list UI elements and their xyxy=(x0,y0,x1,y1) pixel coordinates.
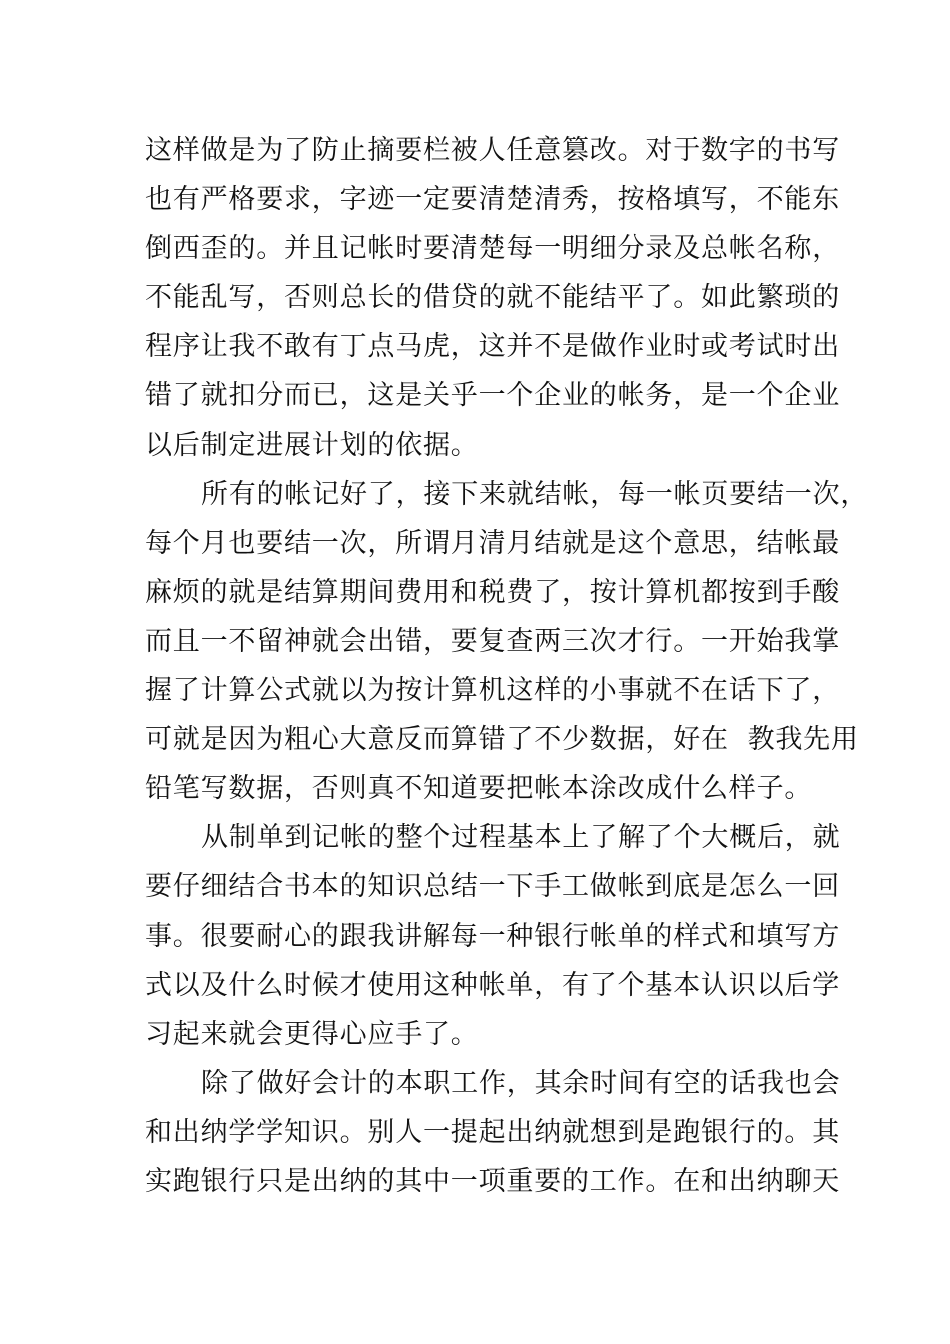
paragraph xyxy=(145,1059,841,1206)
text-line: 倒西歪的。并且记帐时要清楚每一明细分录及总帐名称， xyxy=(145,233,840,265)
text-line: 和出纳学学知识。别人一提起出纳就想到是跑银行的。其 xyxy=(145,1116,840,1148)
text-line: 错了就扣分而已，这是关乎一个企业的帐务，是一个企业 xyxy=(145,380,840,412)
text-line: 这样做是为了防止摘要栏被人任意篡改。对于数字的书写 xyxy=(145,135,840,166)
text-line: 事。很要耐心的跟我讲解每一种银行帐单的样式和填写方 xyxy=(145,920,840,952)
text-line: 麻烦的就是结算期间费用和税费了，按计算机都按到手酸 xyxy=(145,576,840,608)
text-line: 握了计算公式就以为按计算机这样的小事就不在话下了， xyxy=(145,675,840,707)
text-line: 要仔细结合书本的知识总结一下手工做帐到底是怎么一回 xyxy=(145,871,840,903)
paragraph xyxy=(145,470,869,814)
paragraph xyxy=(145,126,840,470)
paragraph xyxy=(145,813,841,1058)
text-line: 而且一不留神就会出错，要复查两三次才行。一开始我掌 xyxy=(145,625,840,657)
text-line: 从制单到记帐的整个过程基本上了解了个大概后，就 xyxy=(201,822,841,854)
text-line: 可就是因为粗心大意反而算错了不少数据，好在 教我先用 xyxy=(145,724,859,756)
text-line: 铅笔写数据，否则真不知道要把帐本涂改成什么样子。 xyxy=(145,773,813,805)
body-text xyxy=(145,126,869,1206)
text-line: 除了做好会计的本职工作，其余时间有空的话我也会 xyxy=(201,1067,841,1099)
text-line: 实跑银行只是出纳的其中一项重要的工作。在和出纳聊天 xyxy=(145,1165,840,1197)
text-line: 所有的帐记好了，接下来就结帐，每一帐页要结一次， xyxy=(201,478,869,510)
text-line: 不能乱写，否则总长的借贷的就不能结平了。如此繁琐的 xyxy=(145,282,840,314)
text-line: 也有严格要求，字迹一定要清楚清秀，按格填写，不能东 xyxy=(145,184,840,216)
text-line: 每个月也要结一次，所谓月清月结就是这个意思，结帐最 xyxy=(145,527,840,559)
text-line: 以后制定进展计划的依据。 xyxy=(145,429,479,461)
text-line: 程序让我不敢有丁点马虎，这并不是做作业时或考试时出 xyxy=(145,331,840,363)
text-line: 式以及什么时候才使用这种帐单，有了个基本认识以后学 xyxy=(145,969,840,1001)
text-line: 习起来就会更得心应手了。 xyxy=(145,1018,479,1050)
